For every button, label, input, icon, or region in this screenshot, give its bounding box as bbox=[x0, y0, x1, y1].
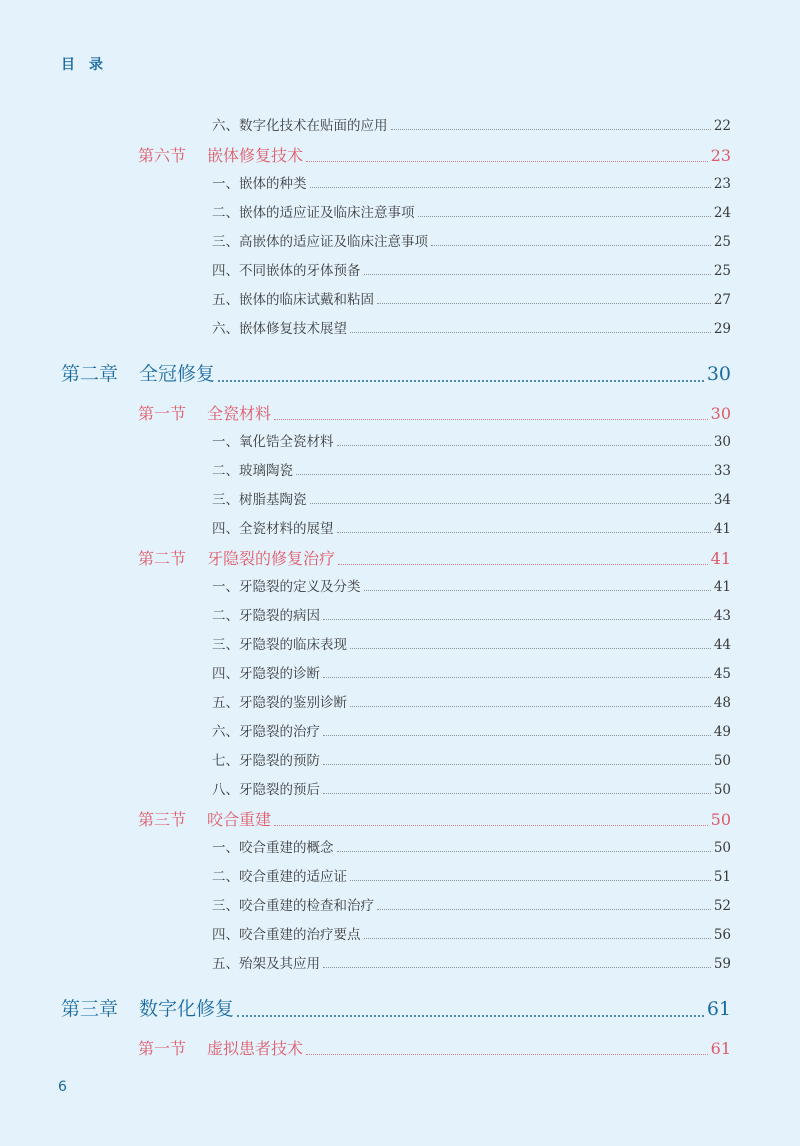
toc-item-row[interactable] bbox=[212, 575, 731, 595]
toc-item-row[interactable] bbox=[212, 952, 731, 972]
page-ref: 48 bbox=[713, 695, 731, 711]
dot-leader bbox=[323, 764, 711, 765]
toc-item-row[interactable] bbox=[212, 836, 731, 856]
section-number: 第三节 bbox=[138, 810, 187, 829]
page-ref: 25 bbox=[713, 234, 731, 250]
page-ref: 34 bbox=[713, 492, 731, 508]
item-title: 一、咬合重建的概念 bbox=[212, 840, 334, 856]
toc-item-row[interactable] bbox=[212, 604, 731, 624]
item-title: 四、牙隐裂的诊断 bbox=[212, 666, 320, 682]
page-ref: 23 bbox=[710, 146, 731, 165]
running-head: 目录 bbox=[61, 57, 117, 73]
page-ref: 33 bbox=[713, 463, 731, 479]
toc-item-row[interactable] bbox=[212, 517, 731, 537]
item-title: 四、全瓷材料的展望 bbox=[212, 521, 334, 537]
dot-leader bbox=[337, 532, 711, 533]
dot-leader bbox=[323, 619, 711, 620]
item-title: 八、牙隐裂的预后 bbox=[212, 782, 320, 798]
page-ref: 23 bbox=[713, 176, 731, 192]
item-title: 三、树脂基陶瓷 bbox=[212, 492, 307, 508]
item-title: 二、咬合重建的适应证 bbox=[212, 869, 347, 885]
toc-item-row[interactable] bbox=[212, 488, 731, 508]
section-title: 虚拟患者技术 bbox=[207, 1039, 304, 1058]
toc-section-row[interactable] bbox=[138, 1036, 731, 1059]
toc-chapter-row[interactable] bbox=[61, 994, 731, 1021]
dot-leader bbox=[310, 503, 711, 504]
dot-leader bbox=[377, 909, 711, 910]
toc-item-row[interactable] bbox=[212, 923, 731, 943]
toc-item-row[interactable] bbox=[212, 317, 731, 337]
page-ref: 43 bbox=[713, 608, 731, 624]
chapter-number: 第三章 bbox=[61, 998, 119, 1020]
toc-section-row[interactable] bbox=[138, 546, 731, 569]
section-title: 牙隐裂的修复治疗 bbox=[207, 549, 336, 568]
toc-item-row[interactable] bbox=[212, 430, 731, 450]
page-ref: 45 bbox=[713, 666, 731, 682]
dot-leader bbox=[218, 380, 704, 382]
dot-leader bbox=[364, 274, 711, 275]
section-number: 第二节 bbox=[138, 549, 187, 568]
page-ref: 61 bbox=[706, 998, 731, 1020]
dot-leader bbox=[323, 967, 711, 968]
page-ref: 50 bbox=[710, 810, 731, 829]
item-title: 三、高嵌体的适应证及临床注意事项 bbox=[212, 234, 428, 250]
page-ref: 29 bbox=[713, 321, 731, 337]
toc-item-row[interactable] bbox=[212, 662, 731, 682]
page-ref: 50 bbox=[713, 840, 731, 856]
item-title: 一、嵌体的种类 bbox=[212, 176, 307, 192]
chapter-number: 第二章 bbox=[61, 363, 119, 385]
item-title: 五、嵌体的临床试戴和粘固 bbox=[212, 292, 374, 308]
page-ref: 27 bbox=[713, 292, 731, 308]
toc-item-row[interactable] bbox=[212, 894, 731, 914]
page-ref: 56 bbox=[713, 927, 731, 943]
page-ref: 61 bbox=[710, 1039, 731, 1058]
toc-item-row[interactable] bbox=[212, 633, 731, 653]
dot-leader bbox=[418, 216, 711, 217]
toc-item-row[interactable] bbox=[212, 865, 731, 885]
dot-leader bbox=[337, 851, 711, 852]
toc-section-row[interactable] bbox=[138, 401, 731, 424]
dot-leader bbox=[306, 1054, 708, 1055]
dot-leader bbox=[350, 648, 711, 649]
dot-leader bbox=[323, 735, 711, 736]
toc-item-row[interactable] bbox=[212, 691, 731, 711]
dot-leader bbox=[306, 161, 708, 162]
dot-leader bbox=[323, 793, 711, 794]
page-ref: 30 bbox=[706, 363, 731, 385]
dot-leader bbox=[310, 187, 711, 188]
chapter-title: 数字化修复 bbox=[139, 998, 235, 1020]
page-ref: 50 bbox=[713, 782, 731, 798]
item-title: 四、咬合重建的治疗要点 bbox=[212, 927, 361, 943]
item-title: 五、牙隐裂的鉴别诊断 bbox=[212, 695, 347, 711]
page-ref: 22 bbox=[713, 118, 731, 134]
page-ref: 25 bbox=[713, 263, 731, 279]
toc-item-row[interactable] bbox=[212, 230, 731, 250]
chapter-title: 全冠修复 bbox=[139, 363, 216, 385]
item-title: 一、牙隐裂的定义及分类 bbox=[212, 579, 361, 595]
page-ref: 59 bbox=[713, 956, 731, 972]
toc-item-row[interactable] bbox=[212, 749, 731, 769]
section-title: 嵌体修复技术 bbox=[207, 146, 304, 165]
dot-leader bbox=[391, 129, 711, 130]
page-ref: 30 bbox=[713, 434, 731, 450]
toc-chapter-row[interactable] bbox=[61, 359, 731, 386]
toc-item-row[interactable] bbox=[212, 778, 731, 798]
dot-leader bbox=[274, 419, 708, 420]
dot-leader bbox=[431, 245, 711, 246]
toc-item-row[interactable] bbox=[212, 201, 731, 221]
dot-leader bbox=[337, 445, 711, 446]
section-number: 第一节 bbox=[138, 1039, 187, 1058]
page-ref: 41 bbox=[713, 521, 731, 537]
page-ref: 41 bbox=[713, 579, 731, 595]
item-title: 三、咬合重建的检查和治疗 bbox=[212, 898, 374, 914]
item-title: 二、玻璃陶瓷 bbox=[212, 463, 293, 479]
item-title: 一、氧化锆全瓷材料 bbox=[212, 434, 334, 450]
dot-leader bbox=[323, 677, 711, 678]
toc-item-row[interactable] bbox=[212, 720, 731, 740]
item-title: 六、数字化技术在贴面的应用 bbox=[212, 118, 388, 134]
toc-item-row[interactable] bbox=[212, 114, 731, 134]
item-title: 四、不同嵌体的牙体预备 bbox=[212, 263, 361, 279]
item-title: 六、牙隐裂的治疗 bbox=[212, 724, 320, 740]
item-title: 五、殆架及其应用 bbox=[212, 956, 320, 972]
toc-item-row[interactable] bbox=[212, 288, 731, 308]
dot-leader bbox=[364, 590, 711, 591]
dot-leader bbox=[364, 938, 711, 939]
dot-leader bbox=[296, 474, 711, 475]
section-title: 全瓷材料 bbox=[207, 404, 272, 423]
dot-leader bbox=[350, 706, 711, 707]
page-number: 6 bbox=[58, 1079, 67, 1095]
section-number: 第六节 bbox=[138, 146, 187, 165]
section-number: 第一节 bbox=[138, 404, 187, 423]
toc-item-row[interactable] bbox=[212, 459, 731, 479]
dot-leader bbox=[237, 1015, 704, 1017]
dot-leader bbox=[350, 880, 711, 881]
section-title: 咬合重建 bbox=[207, 810, 272, 829]
page-ref: 44 bbox=[713, 637, 731, 653]
dot-leader bbox=[350, 332, 711, 333]
item-title: 六、嵌体修复技术展望 bbox=[212, 321, 347, 337]
page-ref: 24 bbox=[713, 205, 731, 221]
item-title: 三、牙隐裂的临床表现 bbox=[212, 637, 347, 653]
dot-leader bbox=[338, 564, 708, 565]
item-title: 七、牙隐裂的预防 bbox=[212, 753, 320, 769]
page-ref: 41 bbox=[710, 549, 731, 568]
item-title: 二、牙隐裂的病因 bbox=[212, 608, 320, 624]
toc-item-row[interactable] bbox=[212, 172, 731, 192]
dot-leader bbox=[377, 303, 711, 304]
toc-section-row[interactable] bbox=[138, 807, 731, 830]
item-title: 二、嵌体的适应证及临床注意事项 bbox=[212, 205, 415, 221]
page-ref: 50 bbox=[713, 753, 731, 769]
page-ref: 49 bbox=[713, 724, 731, 740]
dot-leader bbox=[274, 825, 708, 826]
page-ref: 52 bbox=[713, 898, 731, 914]
toc-section-row[interactable] bbox=[138, 143, 731, 166]
toc-item-row[interactable] bbox=[212, 259, 731, 279]
page-ref: 30 bbox=[710, 404, 731, 423]
page-ref: 51 bbox=[713, 869, 731, 885]
